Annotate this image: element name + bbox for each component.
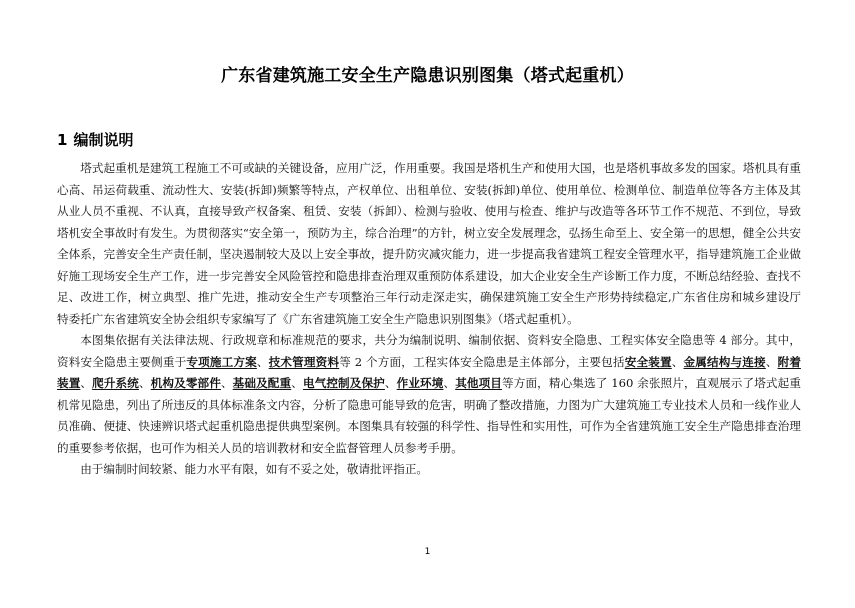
paragraph-closing: 由于编制时间较紧、能力水平有限，如有不妥之处，敬请批评指正。 — [80, 462, 429, 476]
underlined-term: 作业环境 — [396, 376, 444, 390]
paragraph-intro: 塔式起重机是建筑工程施工不可或缺的关键设备，应用广泛，作用重要。我国是塔机生产和使用大国，也是塔机事故多发的国家。塔机具有重心高、吊运荷载重、流动性大、安装(拆卸)频繁等特点，产权单位、出租单位、安装(拆卸)单位、使用单位、检测单位、制造单位等各方主体及其从业人员不重视、不认真，直接导致产权备案、租赁、安装（拆卸）、检测与验收、使用与检查、维护与改造等各环节工作不规范、不到位，导致塔机安全事故时有发生。为贯彻落实“安全第一，预防为主，综合治理”的方针，树立安全发展理念，弘扬生命至上、安全第一的思想，健全公共安全体系，完善安全生产责任制，坚决遏制较大及以上安全事故，提升防灾减灾能力，进一步提高我省建筑工程安全管理水平，指导建筑施工企业做好施工现场安全生产工作，进一步完善安全风险管控和隐患排查治理双重预防体系建设，加大企业安全生产诊断工作力度，不断总结经验、查找不足、改进工作，树立典型、推广先进，推动安全生产专项整治三年行动走深走实，确保建筑施工安全生产形势持续稳定,广东省住房和城乡建设厅特委托广东省建筑安全协会组织专家编写了《广东省建筑施工安全生产隐患识别图集》（塔式起重机）。 — [57, 161, 801, 326]
section-heading — [57, 131, 133, 149]
text-run: 等方面，精心集选了 160 余张照片，直观展示了塔式起重机常见隐患，列出了所违反的具体标准条文内容，分析了隐患可能导致的危害，明确了整改措施，力图为广大建筑施工专业技术人员和一线作业人员准确、便捷、快速辨识塔式起重机隐患提供典型案例。本图集具有较强的科学性、指导性和实用性，可作为全省建筑施工安全生产隐患排查治理的重要参考依据，也可作为相关人员的培训教材和安全监督管理人员参考手册。 — [57, 376, 801, 455]
text-run: 、 — [220, 376, 233, 390]
text-run: 、 — [765, 354, 778, 369]
text-run: 、 — [256, 354, 269, 369]
underlined-term: 机构及零部件 — [150, 376, 221, 390]
underlined-term: 电气控制及保护 — [302, 376, 385, 390]
text-run: 、 — [443, 376, 456, 390]
underlined-term: 其他项目 — [455, 376, 503, 390]
text-run: 等 2 个方面，工程实体安全隐患是主体部分，主要包括 — [339, 354, 625, 369]
text-run: 、 — [671, 354, 684, 369]
underlined-term: 专项施工方案 — [186, 354, 257, 369]
text-run: 、 — [80, 376, 93, 390]
paragraph-structure — [57, 330, 801, 459]
section-number: 1 — [57, 131, 68, 149]
page-number: 1 — [424, 547, 431, 557]
text-run: 、 — [138, 376, 151, 390]
underlined-term: 附着装置 — [57, 354, 801, 390]
text-run: 、 — [291, 376, 303, 390]
text-run: 本图集依据有关法律法规、行政规章和标准规范的要求，共分为编制说明、编制依据、资料安全隐患、工程实体安全隐患等 4 部分。其中，资料安全隐患主要侧重于 — [57, 333, 801, 369]
underlined-term: 基础及配重 — [232, 376, 292, 390]
text-run: 、 — [384, 376, 397, 390]
document-body — [57, 158, 801, 481]
underlined-term: 爬升系统 — [92, 376, 139, 390]
section-title: 编制说明 — [73, 131, 134, 149]
underlined-term: 技术管理资料 — [268, 354, 340, 369]
document-title: 广东省建筑施工安全生产隐患识别图集（塔式起重机） — [221, 66, 634, 86]
underlined-term: 金属结构与连接 — [683, 354, 766, 369]
underlined-term: 安全装置 — [624, 354, 672, 369]
